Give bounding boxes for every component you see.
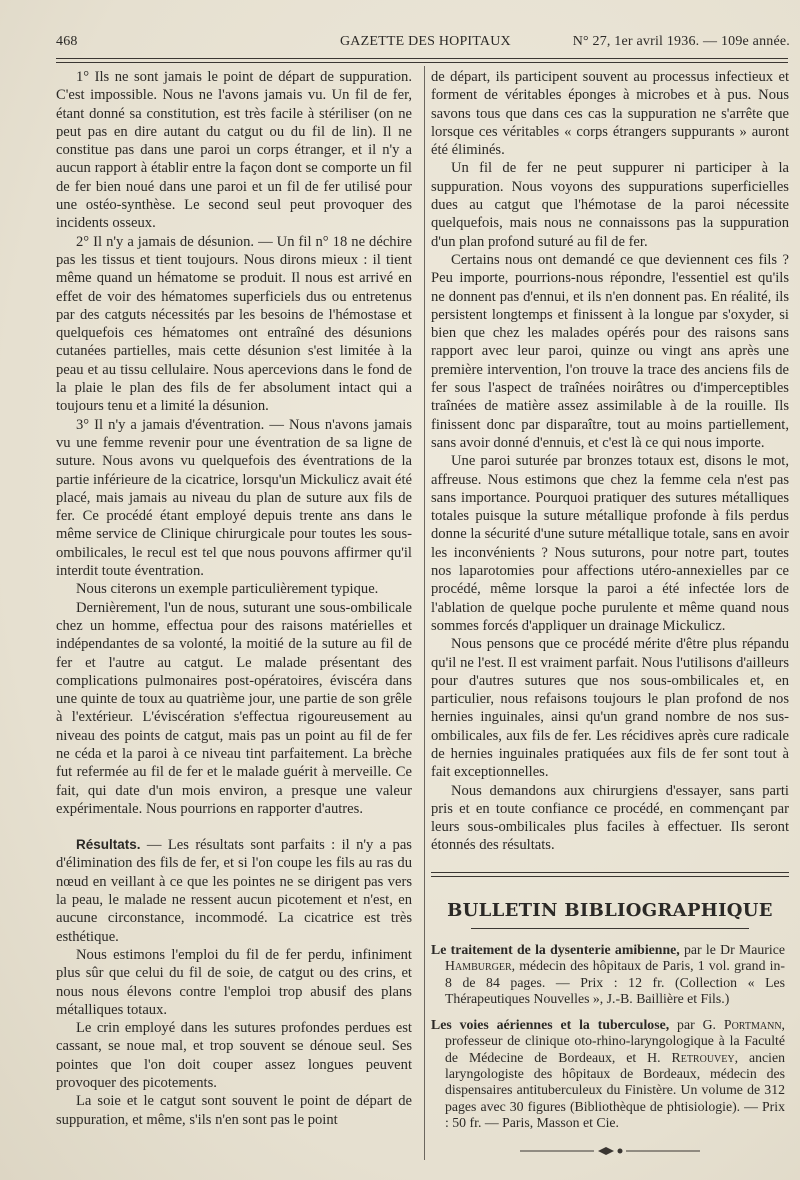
paragraph: La soie et le catgut sont souvent le point de départ de suppuration, et même, s'ils n'en sont pas le point	[56, 1093, 412, 1128]
bulletin-title: BULLETIN BIBLIOGRAPHIQUE	[447, 900, 773, 921]
paragraph: 2° Il n'y a jamais de désunion. — Un fil n° 18 ne déchire pas les tissus et tient toujours. Nous dirons mieux : il tient même quand un hématome se produit. Il nous est arrivé en effet de voir des hématomes superficiels dus ou entretenus par des catguts nécessités par les besoins de l'hémostase et quelquefois ces hématomes ont entraîné des désunions cutanées partielles, mais cette désunion s'est limitée à la peau et au tissu cellulaire. Nous apercevions dans le fond de la plaie le plan des fils de fer absolument intact qui a toujours tenu et a limité la désunion.	[56, 233, 412, 415]
entry-author: Portmann	[723, 1017, 782, 1033]
bibliography-entry	[431, 942, 785, 1007]
bulletin-title-rule	[471, 928, 749, 929]
paragraph: Dernièrement, l'un de nous, suturant une sous-ombilicale chez un homme, effectua pour des raisons matérielles et indépendantes de sa volonté, la moitié de la suture au fil de fer et l'autre au catgut. Le malade présentant des complications pulmonaires post-opératoires, éviscéra dans une quinte de toux au quatrième jour, une partie de son grêle à l'extérieur. L'éviscération s'effectua rigoureusement au niveau des points de catgut, mais pas un point au fil de fer ne céda et la paroi à ce niveau tint parfaitement. La brèche fut refermée au fil de fer et le malade guérit à merveille. Ce fait, qui date d'un mois environ, a presque une valeur expérimentale. Nous pourrions en rapporter d'autres.	[56, 599, 412, 817]
entry-text: , ancien laryngologiste des hôpitaux de Bordeaux, médecin des dispensaires antituberculeux du Finistère. Un volume de 312 pages avec 30 figures (Bibliothèque de phtisiologie). — Prix : 50 fr. — Paris, Masson et Cie.	[445, 1049, 785, 1130]
header-rule	[56, 58, 788, 59]
entry-author: Hamburger	[445, 958, 512, 974]
entry-title: Le traitement de la dysenterie amibienne,	[431, 942, 680, 957]
bibliography-entry	[431, 1017, 785, 1131]
paragraph: Nous pensons que ce procédé mérite d'être plus répandu qu'il ne l'est. Il est vraiment parfait. Nous l'utilisons d'ailleurs pour d'autres sutures que nos sous-ombilicales et, en particulier, nous refaisons toujours le plan profond de nos hernies inguinales, ainsi qu'un grand nombre de nos sus-ombilicales, aux fils de fer. Les récidives après cure radicale de hernies inguinales pratiquées aux fils de fer sont tout à fait exceptionnelles.	[431, 636, 789, 781]
paragraph: Nous estimons l'emploi du fil de fer perdu, infiniment plus sûr que celui du fil de soie, de catgut ou des crins, et nous nous élevons contre l'emploi trop abusif des plans métalliques totaux.	[56, 946, 412, 1018]
entry-text: par G.	[669, 1017, 724, 1033]
paragraph: de départ, ils participent souvent au processus infectieux et forment de véritables éponges à microbes et à pus. Nous savons tous que dans ces cas la suppuration ne s'arrête que lorsque ces véritables « corps étrangers suppurants » auront été éliminés.	[431, 69, 789, 159]
entry-text: par le Dr Maurice	[679, 942, 785, 957]
right-column	[431, 68, 789, 855]
section-rule	[431, 872, 789, 873]
results-label: Résultats.	[76, 837, 141, 853]
page-number: 468	[56, 34, 78, 49]
left-column	[56, 68, 412, 1129]
entry-title: Les voies aériennes et la tuberculose,	[431, 1017, 670, 1033]
paragraph: 1° Ils ne sont jamais le point de départ de suppuration. C'est impossible. Nous ne l'avons jamais vu. Un fil de fer, étant donné sa constitution, est très facile à stériliser (on ne peut pas en dire autant du catgut ou du fil de lin). Il ne constitue pas dans une paroi un corps étranger, et il n'y a aucun rapport à établir entre la façon dont se comporte un fil de fer bien noué dans une paroi et un fil de fer utilisé pour une ostéo-synthèse. Le second seul peut provoquer des incidents osseux.	[56, 69, 412, 232]
paragraph: 3° Il n'y a jamais d'éventration. — Nous n'avons jamais vu une femme revenir pour une éventration de sa ligne de suture. Nous avons vu quelquefois des éventrations de la partie inférieure de la cicatrice, lorsqu'un Mickulicz avait été placé, mais jamais au niveau du plan de suture aux fils de fer. Ce procédé étant employé depuis trente ans dans le même service de Clinique chirurgicale pour toutes les sous-ombilicales, le recul est tel que nous pouvons affirmer qu'il interdit toute éventration.	[56, 416, 412, 580]
paragraph: Le crin employé dans les sutures profondes perdues est cassant, se noue mal, et trop souvent se dénoue seul. Ses pointes que l'on doit couper assez longues peuvent provoquer des picotements.	[56, 1020, 412, 1092]
results-text: — Les résultats sont parfaits : il n'y a pas d'élimination des fils de fer, et si l'on coupe les fils au ras du nœud en veillant à ce que les pointes ne se dirigent pas vers la peau, le malade ne ressent aucun picotement et n'est, en aucune circonstance, incommodé. La cicatrice est très esthétique.	[56, 837, 412, 945]
journal-title: GAZETTE DES HOPITAUX	[340, 34, 511, 49]
bibliography-list	[431, 942, 785, 1141]
page-header	[50, 34, 790, 56]
entry-text: , médecin des hôpitaux de Paris, 1 vol. grand in-8 de 84 pages. — Prix : 12 fr. (Collection « Les Thérapeutiques Nouvelles », J.-B. Baillière et Fils.)	[445, 958, 785, 1006]
issue-date: N° 27, 1er avril 1936. — 109e année.	[572, 34, 790, 49]
paragraph: Nous citerons un exemple particulièrement typique.	[76, 581, 379, 598]
paragraph: Nous demandons aux chirurgiens d'essayer, sans parti pris et en toute confiance ce procédé, en commençant par leurs sous-ombilicales plus faciles à effectuer. Ils seront étonnés des résultats.	[431, 782, 789, 854]
paragraph: Certains nous ont demandé ce que deviennent ces fils ? Peu importe, pourrions-nous répondre, l'essentiel est qu'ils ne donnent pas d'ennui, et ils n'en donnent pas. En réalité, ils persistent longtemps et finissent à la longue par s'oxyder, si bien que chez les malades opérés pour des raisons sans rapport avec leur paroi, quinze ou vingt ans après une première intervention, l'on trouve la trace des anciens fils de fer sous l'aspect de traînées noirâtres ou d'imperceptibles traînées de matière assez assimilable à de la rouille. Ils finissent donc par disparaître, tout au moins partiellement, sans avoir donné d'ennuis, et c'est là ce qui nous importe.	[431, 251, 789, 451]
paragraph: Un fil de fer ne peut suppurer ni participer à la suppuration. Nous voyons des suppurations superficielles dues au catgut que l'hémotase de la paroi nécessite quelquefois, mais nous ne connaissons pas la suppuration d'un plan profond suturé au fil de fer.	[431, 160, 789, 250]
header-rule-thin	[56, 62, 788, 63]
paragraph: Une paroi suturée par bronzes totaux est, disons le mot, affreuse. Nous estimons que chez la femme cela n'est pas sans importance. Pourquoi pratiquer des sutures métalliques totales puisque la suture métallique profonde à fils perdus donne la sécurité d'une suture métallique totale, sans en avoir les inconvénients ? Nous suturons, pour notre part, toutes nos laparotomies pour affections utéro-annexielles par ce procédé, même lorsque la paroi a été infectée lors de l'ablation de quelque poche purulente et même quand nous sommes forcés d'appliquer un drainage Mickulicz.	[431, 453, 789, 634]
end-ornament	[520, 1146, 700, 1156]
section-rule-thin	[431, 876, 789, 877]
column-divider	[424, 66, 425, 1160]
entry-text: , professeur de clinique oto-rhino-laryngologique à la Faculté de Médecine de Bordeaux, et H.	[445, 1017, 785, 1065]
results-paragraph	[56, 836, 412, 946]
entry-author: Retrouvey	[671, 1049, 735, 1065]
